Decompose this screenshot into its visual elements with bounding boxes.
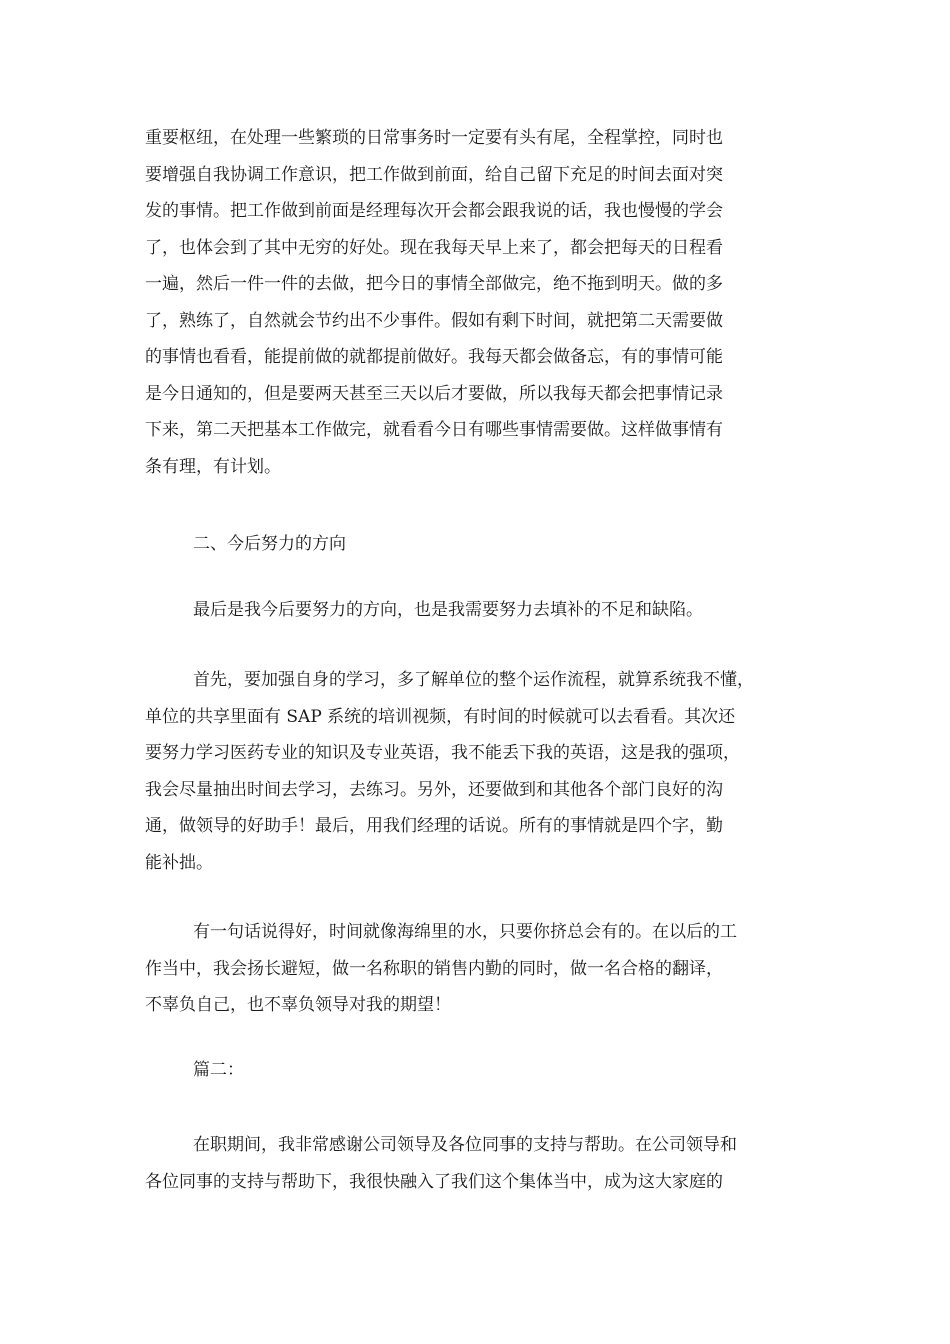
text-line: 首先，要加强自身的学习，多了解单位的整个运作流程，就算系统我不懂， [193,670,754,690]
paragraph-5 [145,1127,815,1200]
text-line: 要增强自我协调工作意识，把工作做到前面，给自己留下充足的时间去面对突 [145,164,723,185]
paragraph-1 [145,120,815,485]
text-line: 是今日通知的，但是要两天甚至三天以后才要做，所以我每天都会把事情记录 [145,383,723,404]
text-line: 有一句话说得好，时间就像海绵里的水，只要你挤总会有的。在以后的工 [193,922,737,942]
text-line: 要努力学习医药专业的知识及专业英语，我不能丢下我的英语，这是我的强项， [145,743,740,763]
section-heading [145,526,815,563]
text-line: 了，熟练了，自然就会节约出不少事件。假如有剩下时间，就把第二天需要做 [145,310,723,331]
heading-text: 二、今后努力的方向 [193,534,346,554]
text-line: 我会尽量抽出时间去学习，去练习。另外，还要做到和其他各个部门良好的沟 [145,779,723,800]
text-line: 条有理，有计划。 [145,456,281,477]
text-line: 下来，第二天把基本工作做完，就看看今日有哪些事情需要做。这样做事情有 [145,420,723,440]
text-line: 不辜负自己，也不辜负领导对我的期望！ [145,995,451,1015]
paragraph-2 [145,592,815,629]
text-line: 通，做领导的好助手！最后，用我们经理的话说。所有的事情就是四个字，勤 [145,816,723,836]
paragraph-4 [145,914,815,1024]
section-label-text: 篇二： [193,1060,244,1080]
text-line: 作当中，我会扬长避短，做一名称职的销售内勤的同时，做一名合格的翻译， [145,958,723,979]
text-line: 各位同事的支持与帮助下，我很快融入了我们这个集体当中，成为这大家庭的 [145,1171,723,1192]
text-line: 最后是我今后要努力的方向，也是我需要努力去填补的不足和缺陷。 [193,600,703,620]
text-line: 发的事情。把工作做到前面是经理每次开会都会跟我说的话，我也慢慢的学会 [145,201,723,221]
section-label [145,1052,815,1089]
text-line: 在职期间，我非常感谢公司领导及各位同事的支持与帮助。在公司领导和 [193,1135,737,1155]
text-line: 单位的共享里面有 SAP 系统的培训视频，有时间的时候就可以去看看。其次还 [145,706,736,727]
text-line: 重要枢纽，在处理一些繁琐的日常事务时一定要有头有尾，全程掌控，同时也 [145,128,723,148]
text-line: 了，也体会到了其中无穷的好处。现在我每天早上来了，都会把每天的日程看 [145,237,723,258]
text-line: 能补拙。 [145,852,213,873]
text-line: 的事情也看看，能提前做的就都提前做好。我每天都会做备忘，有的事情可能 [145,347,723,367]
text-line: 一遍，然后一件一件的去做，把今日的事情全部做完，绝不拖到明天。做的多 [145,274,723,294]
paragraph-3 [145,662,815,881]
